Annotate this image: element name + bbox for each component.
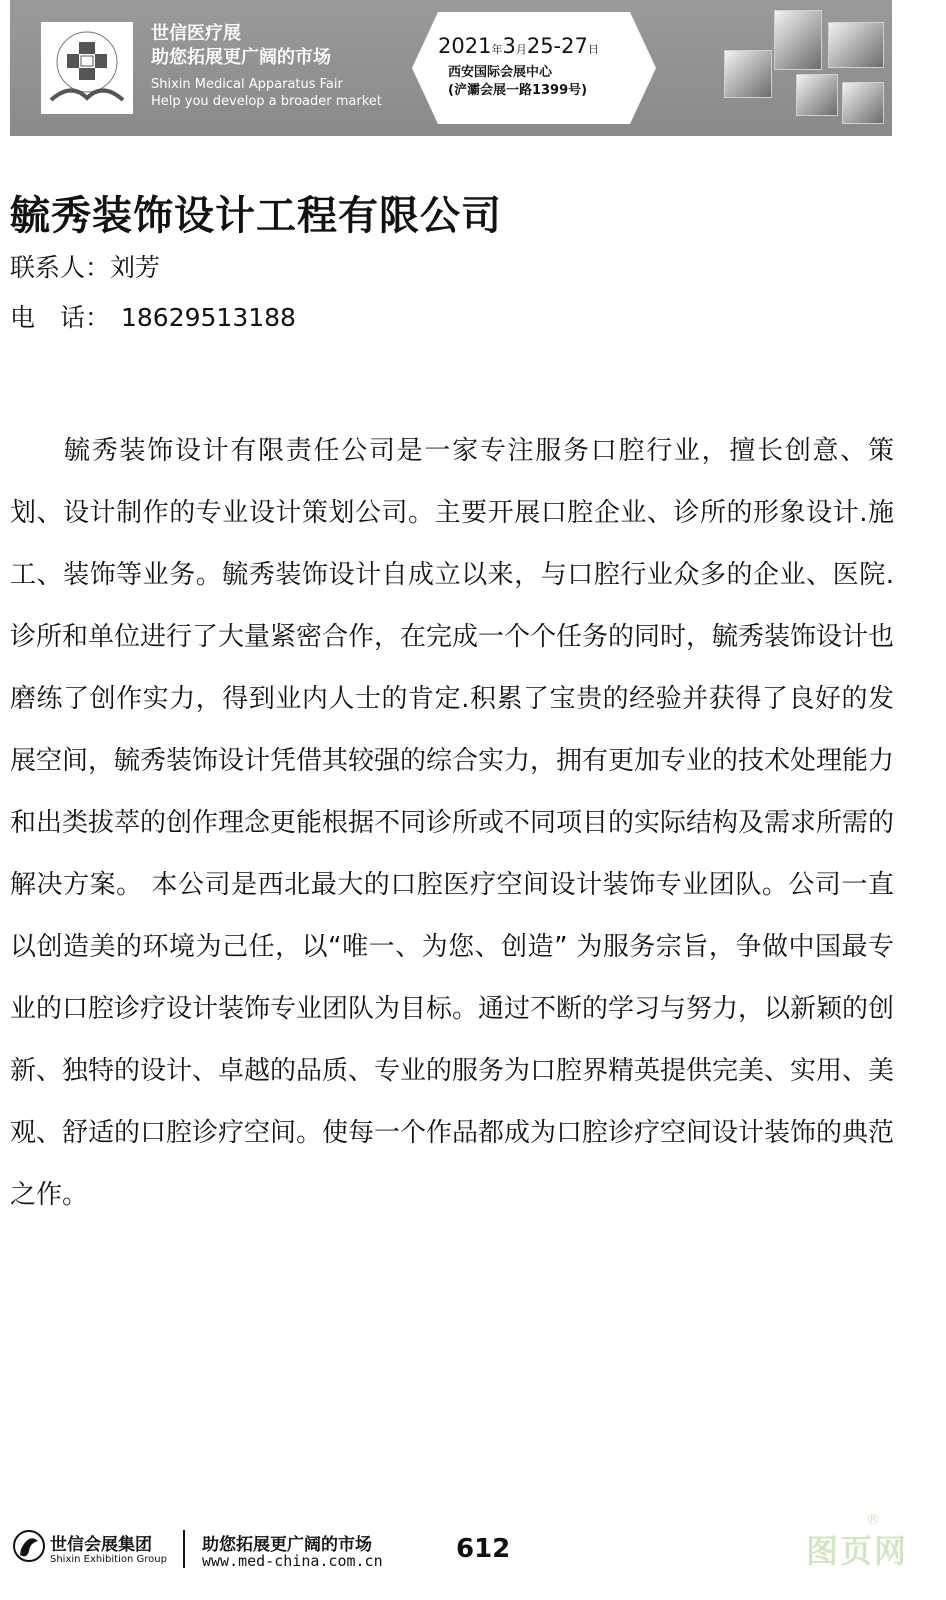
page-number: 612	[456, 1534, 511, 1564]
footer-slogan: 助您拓展更广阔的市场	[202, 1535, 372, 1555]
watermark: 图页网	[806, 1532, 909, 1570]
banner-title-en: Shixin Medical Apparatus Fair	[151, 77, 343, 92]
contact-phone	[10, 298, 296, 334]
group-name-cn: 世信会展集团	[50, 1535, 152, 1555]
banner-photo	[842, 82, 884, 124]
banner-photo	[774, 10, 822, 70]
fair-logo-icon	[41, 22, 133, 114]
page-footer	[0, 1512, 946, 1600]
fair-venue: 西安国际会展中心 (浐灞会展一路1399号)	[448, 65, 588, 98]
contact-label: 联系人：	[10, 253, 111, 282]
company-name: 毓秀装饰设计工程有限公司	[10, 193, 502, 239]
banner-photo-collage	[710, 8, 890, 128]
banner-text-block	[151, 22, 382, 110]
banner-photo	[828, 22, 884, 68]
banner-slogan-en: Help you develop a broader market	[151, 94, 382, 109]
phone-value: 18629513188	[121, 303, 296, 332]
date-venue-badge	[408, 8, 660, 128]
banner-photo	[724, 50, 772, 98]
banner-slogan-cn: 助您拓展更广阔的市场	[151, 47, 331, 68]
phone-label: 电 话：	[10, 303, 111, 332]
footer-divider	[183, 1530, 185, 1568]
exhibition-banner	[10, 0, 892, 136]
banner-title-cn: 世信医疗展	[151, 23, 241, 44]
fair-logo	[41, 22, 133, 114]
contact-value: 刘芳	[110, 253, 161, 282]
footer-url: www.med-china.com.cn	[202, 1552, 383, 1570]
group-logo-icon	[12, 1529, 46, 1563]
group-name-en: Shixin Exhibition Group	[50, 1554, 167, 1565]
contact-person	[10, 248, 160, 284]
watermark-registered-icon: ®	[866, 1512, 880, 1528]
banner-photo	[796, 74, 838, 116]
company-description: 毓秀装饰设计有限责任公司是一家专注服务口腔行业，擅长创意、策划、设计制作的专业设计策划公司。主要开展口腔企业、诊所的形象设计.施工、装饰等业务。毓秀装饰设计自成立以来，与口腔行业众多的企业、医院.诊所和单位进行了大量紧密合作，在完成一个个任务的同时，毓秀装饰设计也磨练了创作实力，得到业内人士的肯定.积累了宝贵的经验并获得了良好的发展空间，毓秀装饰设计凭借其较强的综合实力，拥有更加专业的技术处理能力和出类拔萃的创作理念更能根据不同诊所或不同项目的实际结构及需求所需的解决方案。 本公司是西北最大的口腔医疗空间设计装饰专业团队。公司一直以创造美的环境为己任，以“唯一、为您、创造” 为服务宗旨，争做中国最专业的口腔诊疗设计装饰专业团队为目标。通过不断的学习与努力，以新颖的创新、独特的设计、卓越的品质、专业的服务为口腔界精英提供完美、实用、美观、舒适的口腔诊疗空间。使每一个作品都成为口腔诊疗空间设计装饰的典范之作。	[10, 436, 895, 1210]
fair-date: 2021年3月25-27日	[438, 34, 599, 58]
